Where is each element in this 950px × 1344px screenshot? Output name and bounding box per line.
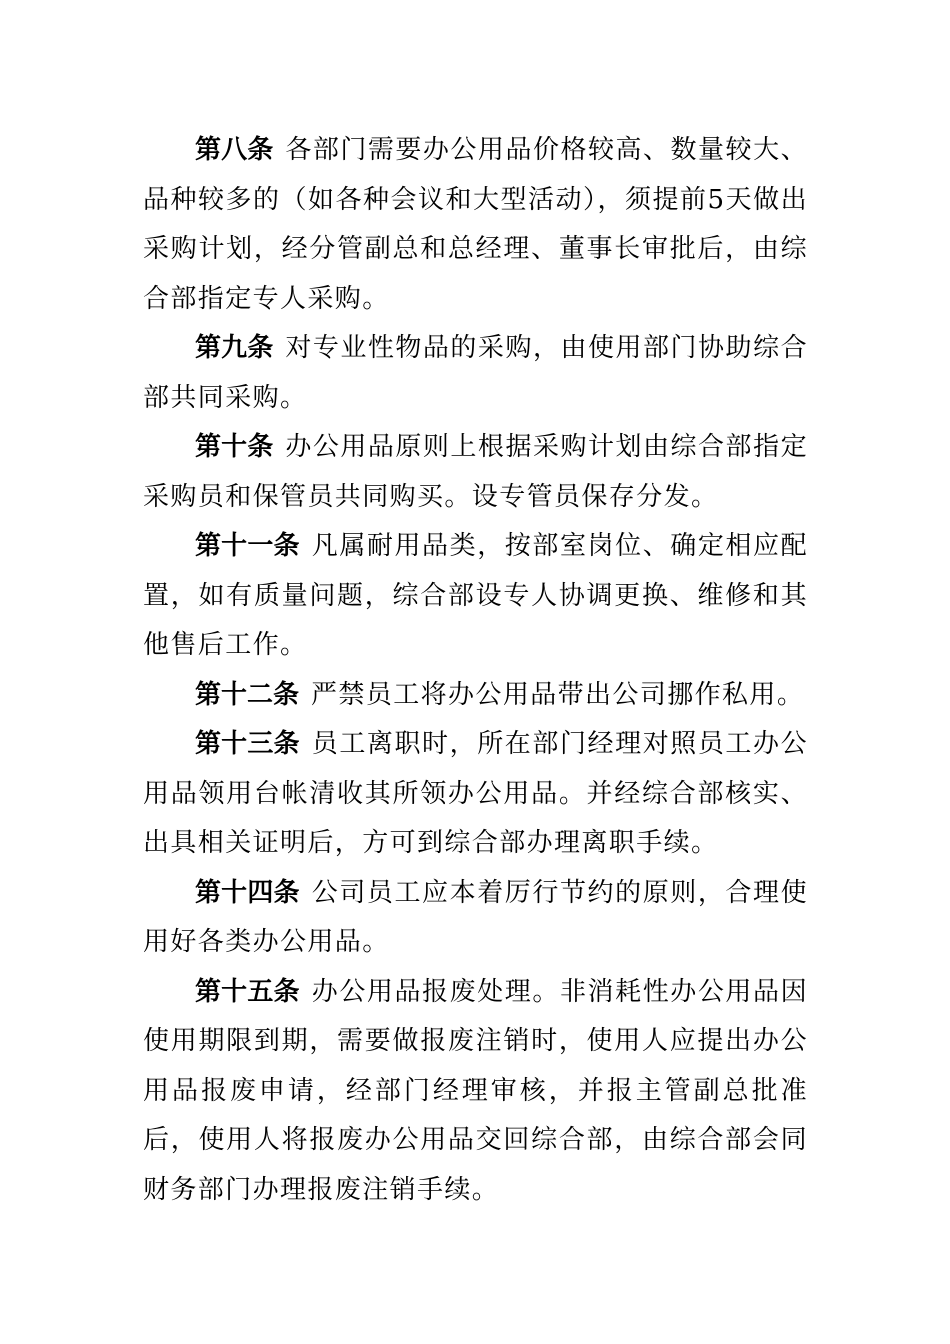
document-body — [143, 126, 808, 1215]
article-text: 公司员工应本着厉行节约的原则，合理使用好各类办公用品。 — [143, 877, 808, 957]
article-number: 第十三条 — [195, 729, 300, 759]
article-number: 第十四条 — [195, 877, 300, 908]
article-text: 员工离职时，所在部门经理对照员工办公用品领用台帐清收其所领办公用品。并经综合部核实、出具相关证明后，方可到综合部办理离职手续。 — [143, 729, 808, 858]
article-13 — [143, 720, 808, 869]
article-text: 各部门需要办公用品价格较高、数量较大、品种较多的（如各种会议和大型活动），须提前5天做出采购计划，经分管副总和总经理、董事长审批后，由综合部指定专人采购。 — [143, 135, 808, 314]
article-text: 凡属耐用品类，按部室岗位、确定相应配置，如有质量问题，综合部设专人协调更换、维修和其他售后工作。 — [143, 531, 808, 660]
article-15 — [143, 968, 808, 1216]
article-number: 第十条 — [195, 432, 274, 462]
article-text: 办公用品报废处理。非消耗性办公用品因使用期限到期，需要做报废注销时，使用人应提出办公用品报废申请，经部门经理审核，并报主管副总批准后，使用人将报废办公用品交回综合部，由综合部会同财务部门办理报废注销手续。 — [143, 976, 808, 1205]
article-number: 第十五条 — [195, 976, 300, 1007]
article-number: 第九条 — [195, 333, 274, 363]
article-text: 严禁员工将办公用品带出公司挪作私用。 — [311, 679, 805, 710]
article-12 — [143, 671, 808, 721]
article-text: 对专业性物品的采购，由使用部门协助综合部共同采购。 — [143, 333, 808, 413]
article-number: 第十二条 — [195, 679, 300, 710]
article-9 — [143, 324, 808, 423]
article-number: 第八条 — [195, 135, 274, 165]
article-14 — [143, 869, 808, 968]
article-number: 第十一条 — [195, 531, 300, 561]
article-10 — [143, 423, 808, 522]
article-text: 办公用品原则上根据采购计划由综合部指定采购员和保管员共同购买。设专管员保存分发。 — [143, 432, 808, 512]
article-8 — [143, 126, 808, 324]
article-11 — [143, 522, 808, 671]
